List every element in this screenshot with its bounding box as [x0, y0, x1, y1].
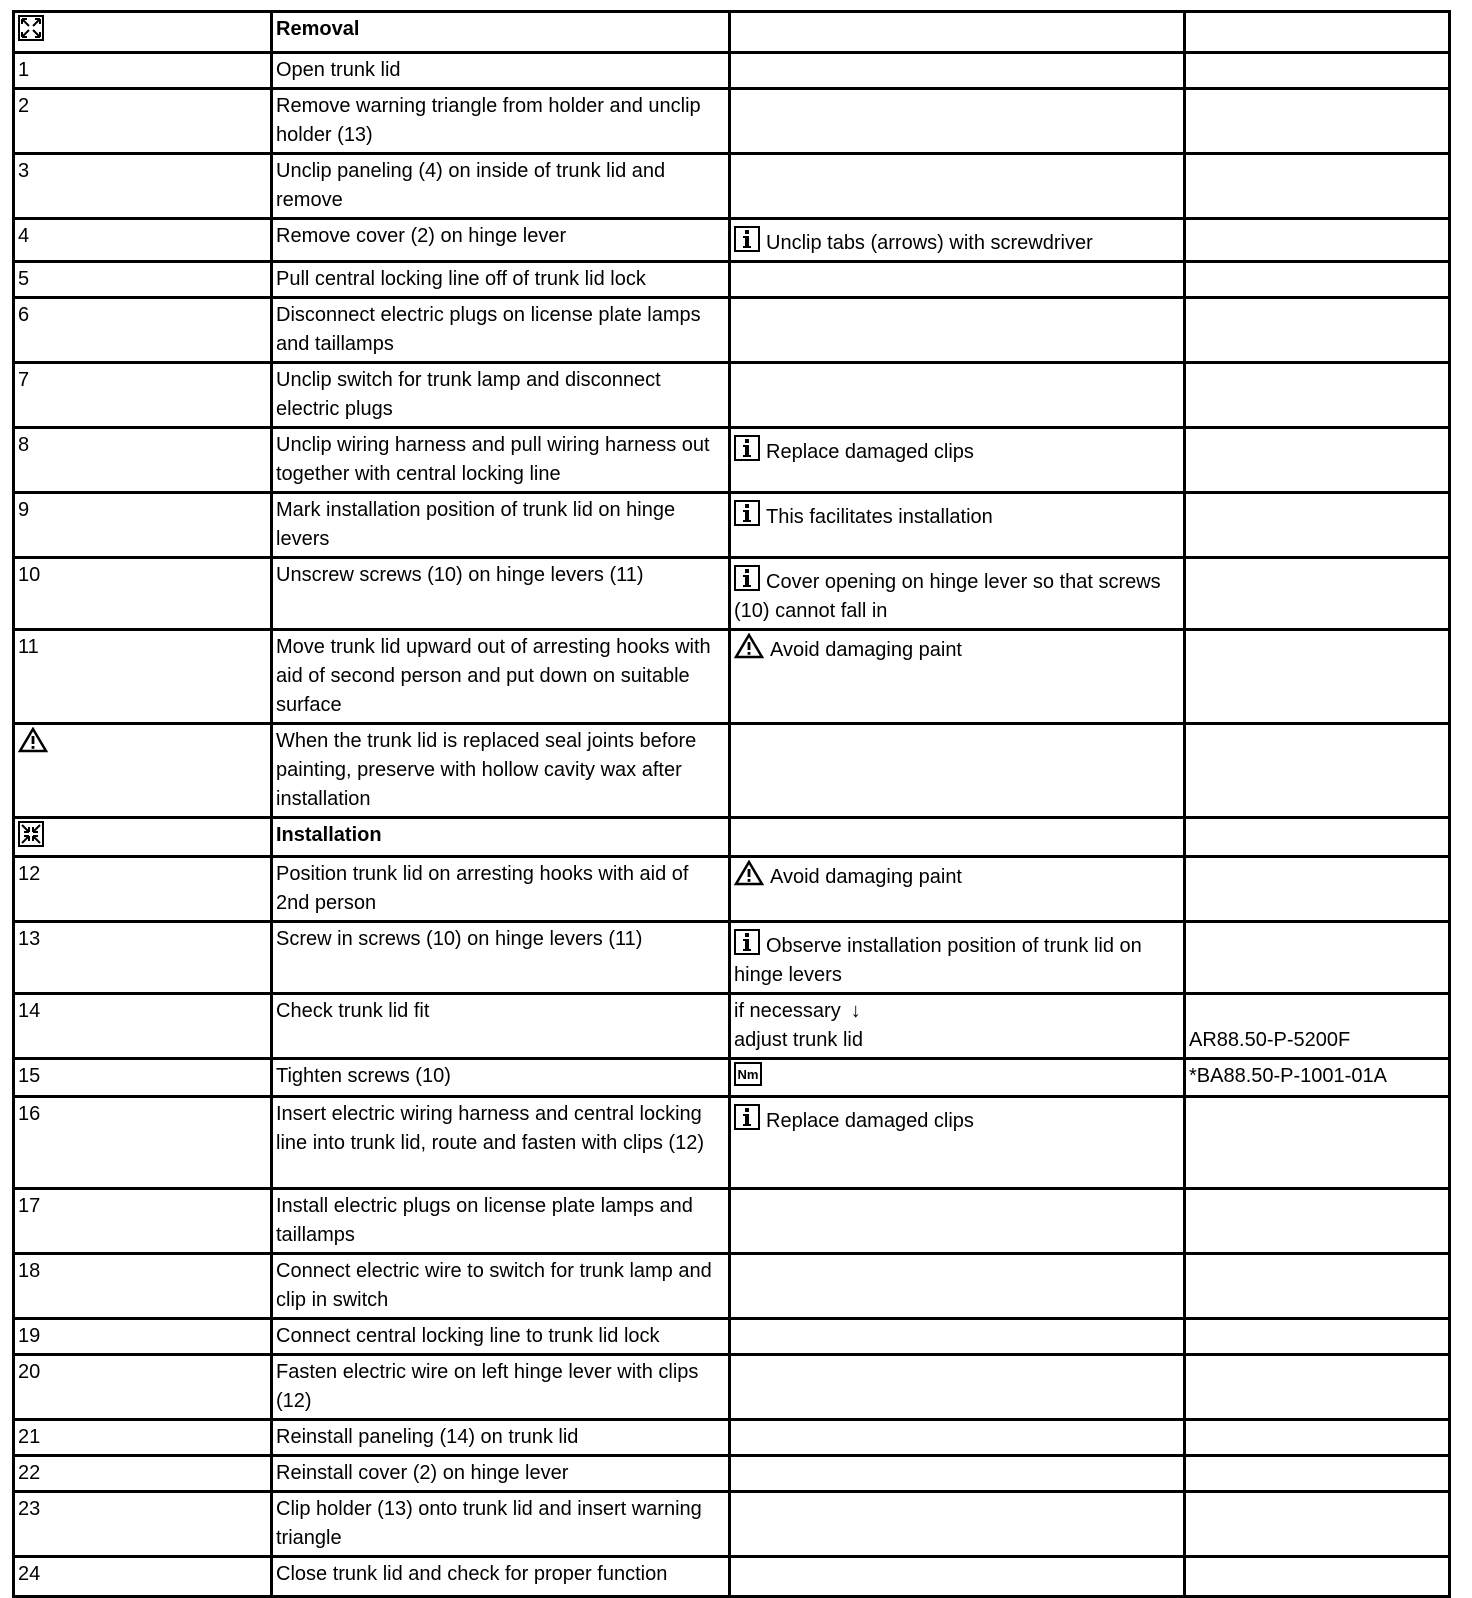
torque-nm-icon	[734, 1062, 762, 1086]
step-action: Check trunk lid fit	[272, 994, 730, 1059]
step-number: 12	[14, 857, 272, 922]
step-note: This facilitates installation	[730, 493, 1185, 558]
step-number: 24	[14, 1557, 272, 1597]
step-number: 11	[14, 630, 272, 724]
step-action: Remove cover (2) on hinge lever	[272, 219, 730, 262]
step-action: Unclip paneling (4) on inside of trunk lid and remove	[272, 154, 730, 219]
installation-icon	[18, 821, 44, 847]
warning-text: When the trunk lid is replaced seal joints before painting, preserve with hollow cavity wax after installation	[272, 724, 730, 818]
step-number: 7	[14, 363, 272, 428]
section-title: Removal	[272, 12, 730, 53]
step-number: 1	[14, 53, 272, 89]
step-action: Tighten screws (10)	[272, 1059, 730, 1097]
table-row	[14, 1420, 1450, 1456]
table-row	[14, 298, 1450, 363]
step-number: 17	[14, 1189, 272, 1254]
table-row	[14, 1189, 1450, 1254]
step-number: 18	[14, 1254, 272, 1319]
warning-icon	[734, 860, 764, 886]
step-number: 5	[14, 262, 272, 298]
step-number: 9	[14, 493, 272, 558]
step-number: 6	[14, 298, 272, 363]
step-number: 10	[14, 558, 272, 630]
table-row	[14, 1355, 1450, 1420]
step-number: 15	[14, 1059, 272, 1097]
step-note: Avoid damaging paint	[730, 630, 1185, 724]
step-action: Remove warning triangle from holder and unclip holder (13)	[272, 89, 730, 154]
table-row	[14, 1319, 1450, 1355]
step-action: Unclip switch for trunk lamp and disconnect electric plugs	[272, 363, 730, 428]
step-action: Screw in screws (10) on hinge levers (11)	[272, 922, 730, 994]
table-row	[14, 53, 1450, 89]
step-number: 8	[14, 428, 272, 493]
svg-text:Nm: Nm	[737, 1067, 759, 1082]
table-row	[14, 363, 1450, 428]
step-number: 21	[14, 1420, 272, 1456]
table-row	[14, 1059, 1450, 1097]
step-number: 22	[14, 1456, 272, 1492]
table-row	[14, 1097, 1450, 1189]
step-action: Insert electric wiring harness and central locking line into trunk lid, route and fasten with clips (12)	[272, 1097, 730, 1189]
table-row	[14, 724, 1450, 818]
step-action: Clip holder (13) onto trunk lid and insert warning triangle	[272, 1492, 730, 1557]
step-action: Open trunk lid	[272, 53, 730, 89]
reference-link[interactable]: *BA88.50-P-1001-01A	[1185, 1059, 1450, 1097]
table-row	[14, 1557, 1450, 1597]
step-action: Install electric plugs on license plate lamps and taillamps	[272, 1189, 730, 1254]
table-row	[14, 857, 1450, 922]
step-action: Reinstall paneling (14) on trunk lid	[272, 1420, 730, 1456]
step-action: Position trunk lid on arresting hooks with aid of 2nd person	[272, 857, 730, 922]
step-action: Fasten electric wire on left hinge lever with clips (12)	[272, 1355, 730, 1420]
step-number: 4	[14, 219, 272, 262]
table-row	[14, 922, 1450, 994]
step-note: Replace damaged clips	[730, 428, 1185, 493]
step-action: Connect electric wire to switch for trunk lamp and clip in switch	[272, 1254, 730, 1319]
arrow-down-icon: ↓	[850, 1000, 861, 1022]
step-number: 14	[14, 994, 272, 1059]
step-number: 13	[14, 922, 272, 994]
table-row	[14, 1254, 1450, 1319]
table-row	[14, 428, 1450, 493]
section-header-installation	[14, 818, 1450, 857]
table-row	[14, 630, 1450, 724]
step-note: Observe installation position of trunk lid on hinge levers	[730, 922, 1185, 994]
step-note: Cover opening on hinge lever so that screws (10) cannot fall in	[730, 558, 1185, 630]
reference-link[interactable]: AR88.50-P-5200F	[1185, 994, 1450, 1059]
info-icon	[734, 565, 760, 591]
table-row	[14, 1456, 1450, 1492]
info-icon	[734, 226, 760, 252]
step-number: 3	[14, 154, 272, 219]
step-action: Close trunk lid and check for proper function	[272, 1557, 730, 1597]
step-number: 19	[14, 1319, 272, 1355]
warning-icon	[18, 727, 48, 753]
table-row	[14, 262, 1450, 298]
step-action: Mark installation position of trunk lid on hinge levers	[272, 493, 730, 558]
procedure-table	[12, 10, 1451, 1598]
step-action: Move trunk lid upward out of arresting hooks with aid of second person and put down on suitable surface	[272, 630, 730, 724]
section-title: Installation	[272, 818, 730, 857]
step-number: 16	[14, 1097, 272, 1189]
table-row	[14, 89, 1450, 154]
step-action: Pull central locking line off of trunk lid lock	[272, 262, 730, 298]
step-note: Unclip tabs (arrows) with screwdriver	[730, 219, 1185, 262]
info-icon	[734, 500, 760, 526]
table-row	[14, 1492, 1450, 1557]
step-number: 20	[14, 1355, 272, 1420]
table-row	[14, 558, 1450, 630]
step-action: Reinstall cover (2) on hinge lever	[272, 1456, 730, 1492]
step-note: Avoid damaging paint	[730, 857, 1185, 922]
table-row	[14, 994, 1450, 1059]
table-row	[14, 154, 1450, 219]
step-action: Disconnect electric plugs on license plate lamps and taillamps	[272, 298, 730, 363]
step-note: Replace damaged clips	[730, 1097, 1185, 1189]
info-icon	[734, 435, 760, 461]
info-icon	[734, 1104, 760, 1130]
step-number: 2	[14, 89, 272, 154]
step-action: Connect central locking line to trunk lid lock	[272, 1319, 730, 1355]
removal-icon	[18, 15, 44, 41]
step-note: if necessary ↓ adjust trunk lid	[730, 994, 1185, 1059]
section-header-removal	[14, 12, 1450, 53]
step-action: Unscrew screws (10) on hinge levers (11)	[272, 558, 730, 630]
info-icon	[734, 929, 760, 955]
table-row	[14, 493, 1450, 558]
warning-icon	[734, 633, 764, 659]
step-number: 23	[14, 1492, 272, 1557]
table-row	[14, 219, 1450, 262]
step-action: Unclip wiring harness and pull wiring harness out together with central locking line	[272, 428, 730, 493]
